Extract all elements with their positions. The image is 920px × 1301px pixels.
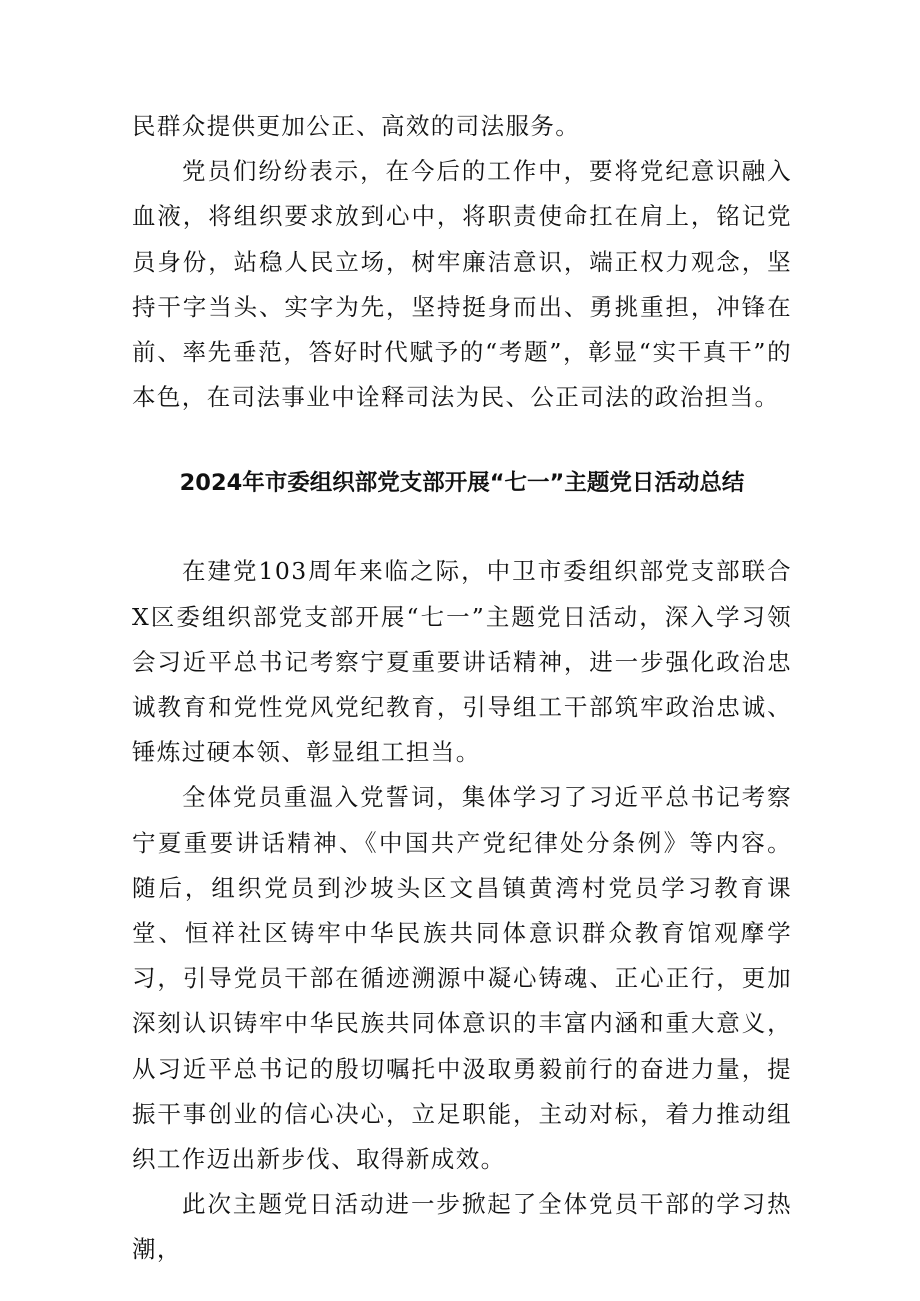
- continuation-paragraph: 民群众提供更加公正、高效的司法服务。: [132, 112, 581, 140]
- article-title: 2024年市委组织部党支部开展“七一”主题党日活动总结: [179, 470, 745, 497]
- body-paragraph: 在建党103周年来临之际，中卫市委组织部党支部联合X区委组织部党支部开展“七一”主题党日活动，深入学习领会习近平总书记考察宁夏重要讲话精神，进一步强化政治忠诚教育和党性党风党纪教育，引导组工干部筑牢政治忠诚、锤炼过硬本领、彰显组工担当。: [132, 557, 792, 767]
- body-paragraph: 此次主题党日活动进一步掀起了全体党员干部的学习热潮，: [132, 1190, 792, 1264]
- body-paragraph: 全体党员重温入党誓词，集体学习了习近平总书记考察宁夏重要讲话精神、《中国共产党纪律处分条例》等内容。随后，组织党员到沙坡头区文昌镇黄湾村党员学习教育课堂、恒祥社区铸牢中华民族共同体意识群众教育馆观摩学习，引导党员干部在循迹溯源中凝心铸魂、正心正行，更加深刻认识铸牢中华民族共同体意识的丰富内涵和重大意义，从习近平总书记的殷切嘱托中汲取勇毅前行的奋进力量，提振干事创业的信心决心，立足职能，主动对标，着力推动组织工作迈出新步伐、取得新成效。: [132, 783, 792, 1174]
- document-body: [132, 104, 792, 1273]
- body-paragraph: 党员们纷纷表示，在今后的工作中，要将党纪意识融入血液，将组织要求放到心中，将职责使命扛在肩上，铭记党员身份，站稳人民立场，树牢廉洁意识，端正权力观念，坚持干字当头、实字为先，坚持挺身而出、勇挑重担，冲锋在前、率先垂范，答好时代赋予的“考题”，彰显“实干真干”的本色，在司法事业中诠释司法为民、公正司法的政治担当。: [132, 157, 792, 412]
